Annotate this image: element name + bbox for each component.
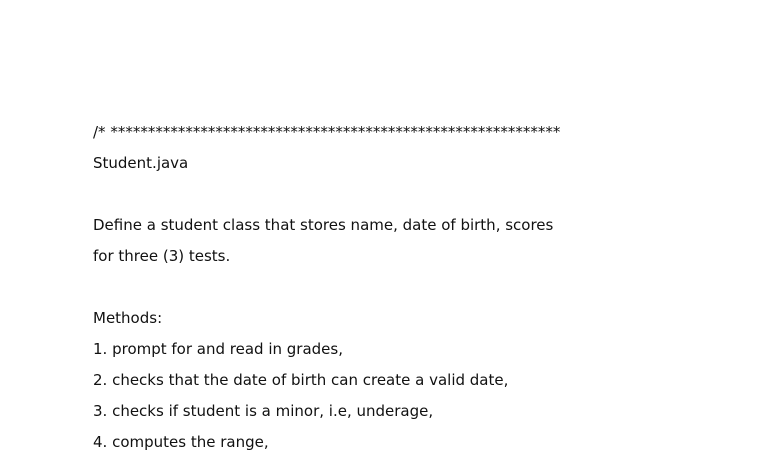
document-body <box>93 121 764 462</box>
blank-line <box>93 183 764 214</box>
method-item-4: 4. computes the range, <box>93 433 269 451</box>
blank-line <box>93 276 764 307</box>
method-item-2: 2. checks that the date of birth can create a valid date, <box>93 371 509 389</box>
file-name-line: Student.java <box>93 154 189 172</box>
method-item-3: 3. checks if student is a minor, i.e, underage, <box>93 402 434 420</box>
description-line-2: for three (3) tests. <box>93 247 231 265</box>
method-item-1: 1. prompt for and read in grades, <box>93 340 343 358</box>
description-line-1: Define a student class that stores name, date of birth, scores <box>93 216 554 234</box>
methods-heading: Methods: <box>93 309 163 327</box>
header-comment-line: /* ************************************************************ <box>93 123 561 141</box>
